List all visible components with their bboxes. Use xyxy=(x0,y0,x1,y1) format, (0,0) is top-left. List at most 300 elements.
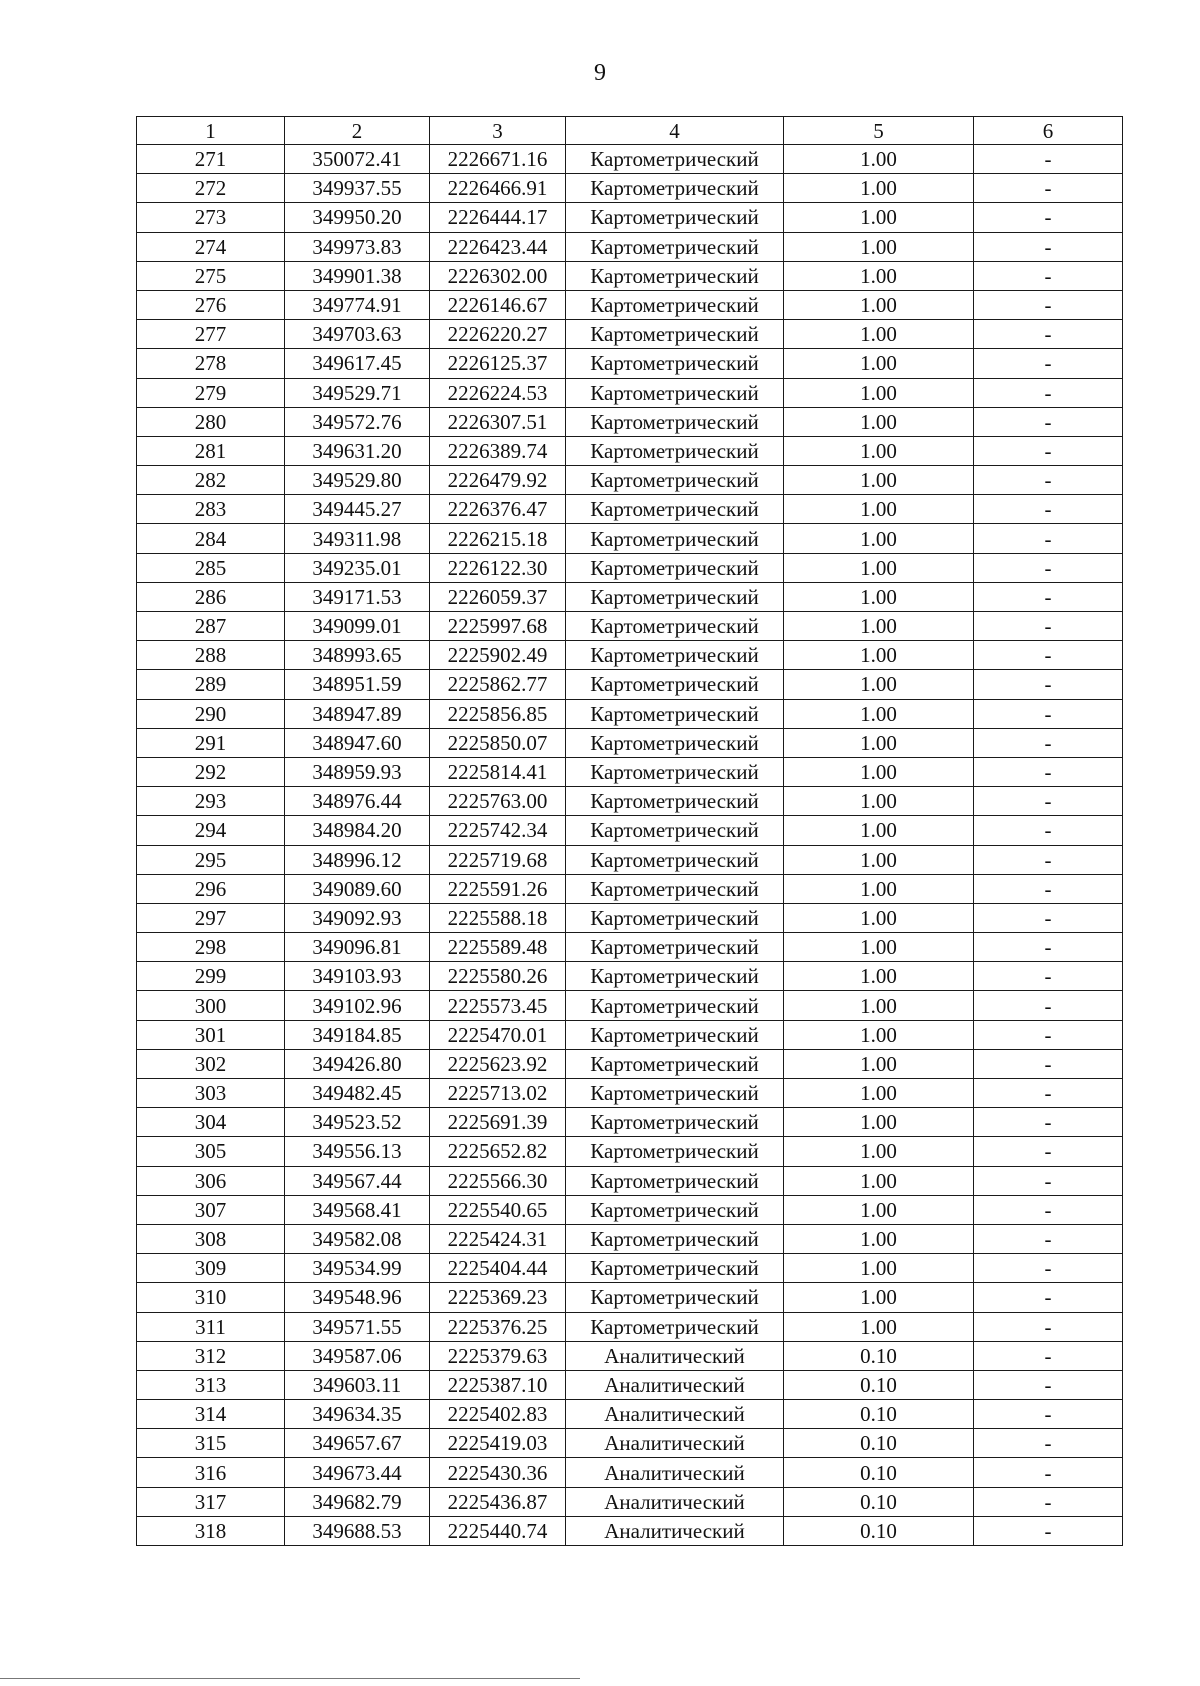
y-coordinate-cell: 2225436.87 xyxy=(430,1487,566,1516)
method-cell: Картометрический xyxy=(566,1108,784,1137)
description-cell: - xyxy=(974,582,1123,611)
accuracy-cell: 1.00 xyxy=(784,1020,974,1049)
x-coordinate-cell: 349634.35 xyxy=(285,1400,430,1429)
x-coordinate-cell: 349568.41 xyxy=(285,1195,430,1224)
y-coordinate-cell: 2225719.68 xyxy=(430,845,566,874)
method-cell: Картометрический xyxy=(566,1224,784,1253)
point-number-cell: 315 xyxy=(137,1429,285,1458)
description-cell: - xyxy=(974,641,1123,670)
x-coordinate-cell: 349426.80 xyxy=(285,1049,430,1078)
y-coordinate-cell: 2225379.63 xyxy=(430,1341,566,1370)
table-row xyxy=(137,1341,1123,1370)
x-coordinate-cell: 349587.06 xyxy=(285,1341,430,1370)
table-body xyxy=(137,145,1123,1546)
description-cell: - xyxy=(974,962,1123,991)
point-number-cell: 291 xyxy=(137,728,285,757)
description-cell: - xyxy=(974,728,1123,757)
point-number-cell: 290 xyxy=(137,699,285,728)
description-cell: - xyxy=(974,1137,1123,1166)
column-header: 2 xyxy=(285,117,430,145)
table-row xyxy=(137,1166,1123,1195)
x-coordinate-cell: 349103.93 xyxy=(285,962,430,991)
accuracy-cell: 1.00 xyxy=(784,1283,974,1312)
accuracy-cell: 1.00 xyxy=(784,320,974,349)
description-cell: - xyxy=(974,1166,1123,1195)
accuracy-cell: 0.10 xyxy=(784,1458,974,1487)
table-row xyxy=(137,290,1123,319)
column-header: 6 xyxy=(974,117,1123,145)
description-cell: - xyxy=(974,378,1123,407)
x-coordinate-cell: 348947.60 xyxy=(285,728,430,757)
method-cell: Аналитический xyxy=(566,1487,784,1516)
point-number-cell: 280 xyxy=(137,407,285,436)
description-cell: - xyxy=(974,407,1123,436)
y-coordinate-cell: 2225763.00 xyxy=(430,787,566,816)
point-number-cell: 287 xyxy=(137,612,285,641)
point-number-cell: 283 xyxy=(137,495,285,524)
method-cell: Картометрический xyxy=(566,1079,784,1108)
method-cell: Картометрический xyxy=(566,320,784,349)
description-cell: - xyxy=(974,466,1123,495)
method-cell: Картометрический xyxy=(566,874,784,903)
x-coordinate-cell: 349184.85 xyxy=(285,1020,430,1049)
description-cell: - xyxy=(974,553,1123,582)
point-number-cell: 293 xyxy=(137,787,285,816)
accuracy-cell: 1.00 xyxy=(784,378,974,407)
description-cell: - xyxy=(974,903,1123,932)
x-coordinate-cell: 349096.81 xyxy=(285,933,430,962)
description-cell: - xyxy=(974,1195,1123,1224)
x-coordinate-cell: 349582.08 xyxy=(285,1224,430,1253)
table-row xyxy=(137,1487,1123,1516)
x-coordinate-cell: 349092.93 xyxy=(285,903,430,932)
description-cell: - xyxy=(974,1458,1123,1487)
x-coordinate-cell: 350072.41 xyxy=(285,145,430,174)
x-coordinate-cell: 349529.80 xyxy=(285,466,430,495)
table-row xyxy=(137,699,1123,728)
point-number-cell: 300 xyxy=(137,991,285,1020)
method-cell: Картометрический xyxy=(566,670,784,699)
x-coordinate-cell: 349235.01 xyxy=(285,553,430,582)
x-coordinate-cell: 349603.11 xyxy=(285,1370,430,1399)
point-number-cell: 275 xyxy=(137,261,285,290)
y-coordinate-cell: 2225387.10 xyxy=(430,1370,566,1399)
x-coordinate-cell: 349548.96 xyxy=(285,1283,430,1312)
y-coordinate-cell: 2225402.83 xyxy=(430,1400,566,1429)
accuracy-cell: 1.00 xyxy=(784,1195,974,1224)
x-coordinate-cell: 349311.98 xyxy=(285,524,430,553)
table-row xyxy=(137,495,1123,524)
table-row xyxy=(137,466,1123,495)
description-cell: - xyxy=(974,203,1123,232)
accuracy-cell: 0.10 xyxy=(784,1400,974,1429)
point-number-cell: 318 xyxy=(137,1516,285,1545)
y-coordinate-cell: 2226302.00 xyxy=(430,261,566,290)
y-coordinate-cell: 2225424.31 xyxy=(430,1224,566,1253)
x-coordinate-cell: 349682.79 xyxy=(285,1487,430,1516)
description-cell: - xyxy=(974,1370,1123,1399)
method-cell: Картометрический xyxy=(566,1020,784,1049)
point-number-cell: 289 xyxy=(137,670,285,699)
accuracy-cell: 1.00 xyxy=(784,641,974,670)
method-cell: Картометрический xyxy=(566,699,784,728)
x-coordinate-cell: 349657.67 xyxy=(285,1429,430,1458)
x-coordinate-cell: 349673.44 xyxy=(285,1458,430,1487)
method-cell: Картометрический xyxy=(566,728,784,757)
y-coordinate-cell: 2225376.25 xyxy=(430,1312,566,1341)
table-row xyxy=(137,145,1123,174)
accuracy-cell: 1.00 xyxy=(784,1312,974,1341)
table-row xyxy=(137,1108,1123,1137)
description-cell: - xyxy=(974,174,1123,203)
accuracy-cell: 1.00 xyxy=(784,407,974,436)
accuracy-cell: 1.00 xyxy=(784,816,974,845)
table-row xyxy=(137,524,1123,553)
description-cell: - xyxy=(974,1079,1123,1108)
y-coordinate-cell: 2225580.26 xyxy=(430,962,566,991)
header-row xyxy=(137,117,1123,145)
x-coordinate-cell: 349445.27 xyxy=(285,495,430,524)
accuracy-cell: 1.00 xyxy=(784,174,974,203)
method-cell: Картометрический xyxy=(566,1137,784,1166)
y-coordinate-cell: 2226125.37 xyxy=(430,349,566,378)
y-coordinate-cell: 2225566.30 xyxy=(430,1166,566,1195)
table-row xyxy=(137,874,1123,903)
x-coordinate-cell: 348993.65 xyxy=(285,641,430,670)
method-cell: Аналитический xyxy=(566,1400,784,1429)
description-cell: - xyxy=(974,495,1123,524)
point-number-cell: 301 xyxy=(137,1020,285,1049)
point-number-cell: 307 xyxy=(137,1195,285,1224)
table-row xyxy=(137,991,1123,1020)
accuracy-cell: 1.00 xyxy=(784,524,974,553)
table-row xyxy=(137,174,1123,203)
y-coordinate-cell: 2226466.91 xyxy=(430,174,566,203)
point-number-cell: 308 xyxy=(137,1224,285,1253)
description-cell: - xyxy=(974,436,1123,465)
description-cell: - xyxy=(974,874,1123,903)
method-cell: Картометрический xyxy=(566,495,784,524)
point-number-cell: 295 xyxy=(137,845,285,874)
method-cell: Картометрический xyxy=(566,1283,784,1312)
table-row xyxy=(137,1137,1123,1166)
table-row xyxy=(137,1049,1123,1078)
description-cell: - xyxy=(974,1254,1123,1283)
x-coordinate-cell: 349703.63 xyxy=(285,320,430,349)
table-row xyxy=(137,670,1123,699)
y-coordinate-cell: 2226224.53 xyxy=(430,378,566,407)
description-cell: - xyxy=(974,699,1123,728)
point-number-cell: 276 xyxy=(137,290,285,319)
x-coordinate-cell: 349571.55 xyxy=(285,1312,430,1341)
accuracy-cell: 1.00 xyxy=(784,1049,974,1078)
description-cell: - xyxy=(974,232,1123,261)
method-cell: Картометрический xyxy=(566,816,784,845)
y-coordinate-cell: 2226307.51 xyxy=(430,407,566,436)
table-row xyxy=(137,1254,1123,1283)
method-cell: Картометрический xyxy=(566,174,784,203)
point-number-cell: 316 xyxy=(137,1458,285,1487)
method-cell: Картометрический xyxy=(566,203,784,232)
x-coordinate-cell: 349523.52 xyxy=(285,1108,430,1137)
point-number-cell: 314 xyxy=(137,1400,285,1429)
accuracy-cell: 1.00 xyxy=(784,991,974,1020)
method-cell: Картометрический xyxy=(566,349,784,378)
table-row xyxy=(137,1195,1123,1224)
description-cell: - xyxy=(974,349,1123,378)
y-coordinate-cell: 2226122.30 xyxy=(430,553,566,582)
y-coordinate-cell: 2225588.18 xyxy=(430,903,566,932)
table-row xyxy=(137,1458,1123,1487)
y-coordinate-cell: 2225691.39 xyxy=(430,1108,566,1137)
x-coordinate-cell: 349171.53 xyxy=(285,582,430,611)
y-coordinate-cell: 2225713.02 xyxy=(430,1079,566,1108)
y-coordinate-cell: 2226059.37 xyxy=(430,582,566,611)
method-cell: Аналитический xyxy=(566,1370,784,1399)
x-coordinate-cell: 348959.93 xyxy=(285,757,430,786)
point-number-cell: 309 xyxy=(137,1254,285,1283)
method-cell: Картометрический xyxy=(566,378,784,407)
accuracy-cell: 1.00 xyxy=(784,903,974,932)
y-coordinate-cell: 2226220.27 xyxy=(430,320,566,349)
accuracy-cell: 0.10 xyxy=(784,1487,974,1516)
x-coordinate-cell: 349089.60 xyxy=(285,874,430,903)
accuracy-cell: 1.00 xyxy=(784,349,974,378)
description-cell: - xyxy=(974,145,1123,174)
method-cell: Картометрический xyxy=(566,290,784,319)
bottom-rule xyxy=(0,1678,580,1679)
accuracy-cell: 1.00 xyxy=(784,757,974,786)
table-row xyxy=(137,962,1123,991)
accuracy-cell: 0.10 xyxy=(784,1341,974,1370)
point-number-cell: 297 xyxy=(137,903,285,932)
page-number: 9 xyxy=(594,60,606,86)
accuracy-cell: 1.00 xyxy=(784,933,974,962)
x-coordinate-cell: 348996.12 xyxy=(285,845,430,874)
description-cell: - xyxy=(974,1049,1123,1078)
accuracy-cell: 1.00 xyxy=(784,1254,974,1283)
x-coordinate-cell: 349950.20 xyxy=(285,203,430,232)
method-cell: Картометрический xyxy=(566,407,784,436)
accuracy-cell: 1.00 xyxy=(784,699,974,728)
accuracy-cell: 1.00 xyxy=(784,466,974,495)
point-number-cell: 302 xyxy=(137,1049,285,1078)
point-number-cell: 286 xyxy=(137,582,285,611)
table-row xyxy=(137,407,1123,436)
description-cell: - xyxy=(974,816,1123,845)
point-number-cell: 273 xyxy=(137,203,285,232)
accuracy-cell: 0.10 xyxy=(784,1516,974,1545)
point-number-cell: 305 xyxy=(137,1137,285,1166)
point-number-cell: 277 xyxy=(137,320,285,349)
method-cell: Картометрический xyxy=(566,1312,784,1341)
y-coordinate-cell: 2225862.77 xyxy=(430,670,566,699)
method-cell: Картометрический xyxy=(566,466,784,495)
method-cell: Картометрический xyxy=(566,757,784,786)
method-cell: Аналитический xyxy=(566,1458,784,1487)
method-cell: Картометрический xyxy=(566,641,784,670)
description-cell: - xyxy=(974,1400,1123,1429)
accuracy-cell: 1.00 xyxy=(784,787,974,816)
table-row xyxy=(137,1020,1123,1049)
accuracy-cell: 1.00 xyxy=(784,290,974,319)
description-cell: - xyxy=(974,1487,1123,1516)
description-cell: - xyxy=(974,1108,1123,1137)
point-number-cell: 288 xyxy=(137,641,285,670)
point-number-cell: 317 xyxy=(137,1487,285,1516)
method-cell: Картометрический xyxy=(566,145,784,174)
table-row xyxy=(137,757,1123,786)
method-cell: Картометрический xyxy=(566,933,784,962)
y-coordinate-cell: 2226389.74 xyxy=(430,436,566,465)
point-number-cell: 313 xyxy=(137,1370,285,1399)
method-cell: Картометрический xyxy=(566,553,784,582)
table-row xyxy=(137,349,1123,378)
point-number-cell: 303 xyxy=(137,1079,285,1108)
x-coordinate-cell: 348947.89 xyxy=(285,699,430,728)
method-cell: Картометрический xyxy=(566,582,784,611)
y-coordinate-cell: 2226479.92 xyxy=(430,466,566,495)
point-number-cell: 304 xyxy=(137,1108,285,1137)
table-row xyxy=(137,553,1123,582)
method-cell: Картометрический xyxy=(566,1254,784,1283)
table-row xyxy=(137,933,1123,962)
x-coordinate-cell: 349482.45 xyxy=(285,1079,430,1108)
description-cell: - xyxy=(974,1516,1123,1545)
point-number-cell: 279 xyxy=(137,378,285,407)
description-cell: - xyxy=(974,1429,1123,1458)
table-row xyxy=(137,436,1123,465)
accuracy-cell: 1.00 xyxy=(784,670,974,699)
point-number-cell: 296 xyxy=(137,874,285,903)
accuracy-cell: 0.10 xyxy=(784,1429,974,1458)
table-row xyxy=(137,903,1123,932)
y-coordinate-cell: 2225430.36 xyxy=(430,1458,566,1487)
method-cell: Картометрический xyxy=(566,903,784,932)
method-cell: Аналитический xyxy=(566,1429,784,1458)
accuracy-cell: 1.00 xyxy=(784,1166,974,1195)
method-cell: Картометрический xyxy=(566,261,784,290)
y-coordinate-cell: 2225997.68 xyxy=(430,612,566,641)
table-row xyxy=(137,1429,1123,1458)
y-coordinate-cell: 2225440.74 xyxy=(430,1516,566,1545)
x-coordinate-cell: 349556.13 xyxy=(285,1137,430,1166)
y-coordinate-cell: 2225902.49 xyxy=(430,641,566,670)
method-cell: Картометрический xyxy=(566,845,784,874)
description-cell: - xyxy=(974,1020,1123,1049)
description-cell: - xyxy=(974,787,1123,816)
table-row xyxy=(137,261,1123,290)
x-coordinate-cell: 349572.76 xyxy=(285,407,430,436)
table-row xyxy=(137,232,1123,261)
accuracy-cell: 1.00 xyxy=(784,582,974,611)
y-coordinate-cell: 2226671.16 xyxy=(430,145,566,174)
table-row xyxy=(137,1312,1123,1341)
x-coordinate-cell: 349534.99 xyxy=(285,1254,430,1283)
y-coordinate-cell: 2225573.45 xyxy=(430,991,566,1020)
description-cell: - xyxy=(974,261,1123,290)
description-cell: - xyxy=(974,612,1123,641)
method-cell: Картометрический xyxy=(566,962,784,991)
point-number-cell: 294 xyxy=(137,816,285,845)
point-number-cell: 310 xyxy=(137,1283,285,1312)
y-coordinate-cell: 2225814.41 xyxy=(430,757,566,786)
method-cell: Картометрический xyxy=(566,1049,784,1078)
x-coordinate-cell: 349973.83 xyxy=(285,232,430,261)
column-header: 3 xyxy=(430,117,566,145)
method-cell: Аналитический xyxy=(566,1341,784,1370)
accuracy-cell: 1.00 xyxy=(784,1108,974,1137)
table-row xyxy=(137,845,1123,874)
y-coordinate-cell: 2225470.01 xyxy=(430,1020,566,1049)
point-number-cell: 284 xyxy=(137,524,285,553)
table-row xyxy=(137,641,1123,670)
point-number-cell: 299 xyxy=(137,962,285,991)
accuracy-cell: 1.00 xyxy=(784,1137,974,1166)
table-row xyxy=(137,1079,1123,1108)
accuracy-cell: 1.00 xyxy=(784,1079,974,1108)
description-cell: - xyxy=(974,1341,1123,1370)
table-header xyxy=(137,117,1123,145)
point-number-cell: 292 xyxy=(137,757,285,786)
y-coordinate-cell: 2226146.67 xyxy=(430,290,566,319)
point-number-cell: 312 xyxy=(137,1341,285,1370)
description-cell: - xyxy=(974,670,1123,699)
description-cell: - xyxy=(974,1224,1123,1253)
accuracy-cell: 1.00 xyxy=(784,261,974,290)
y-coordinate-cell: 2225591.26 xyxy=(430,874,566,903)
y-coordinate-cell: 2226423.44 xyxy=(430,232,566,261)
accuracy-cell: 1.00 xyxy=(784,1224,974,1253)
accuracy-cell: 1.00 xyxy=(784,145,974,174)
y-coordinate-cell: 2225742.34 xyxy=(430,816,566,845)
description-cell: - xyxy=(974,524,1123,553)
y-coordinate-cell: 2225540.65 xyxy=(430,1195,566,1224)
method-cell: Картометрический xyxy=(566,436,784,465)
point-number-cell: 272 xyxy=(137,174,285,203)
accuracy-cell: 1.00 xyxy=(784,553,974,582)
table-row xyxy=(137,203,1123,232)
accuracy-cell: 1.00 xyxy=(784,962,974,991)
table-row xyxy=(137,1370,1123,1399)
x-coordinate-cell: 349567.44 xyxy=(285,1166,430,1195)
coordinates-table xyxy=(136,116,1123,1546)
table-row xyxy=(137,582,1123,611)
description-cell: - xyxy=(974,757,1123,786)
method-cell: Картометрический xyxy=(566,1166,784,1195)
y-coordinate-cell: 2225856.85 xyxy=(430,699,566,728)
accuracy-cell: 1.00 xyxy=(784,232,974,261)
y-coordinate-cell: 2226215.18 xyxy=(430,524,566,553)
table-row xyxy=(137,1224,1123,1253)
accuracy-cell: 1.00 xyxy=(784,728,974,757)
method-cell: Картометрический xyxy=(566,787,784,816)
y-coordinate-cell: 2225419.03 xyxy=(430,1429,566,1458)
table-row xyxy=(137,816,1123,845)
table-row xyxy=(137,378,1123,407)
accuracy-cell: 1.00 xyxy=(784,495,974,524)
description-cell: - xyxy=(974,290,1123,319)
point-number-cell: 278 xyxy=(137,349,285,378)
point-number-cell: 311 xyxy=(137,1312,285,1341)
y-coordinate-cell: 2225652.82 xyxy=(430,1137,566,1166)
accuracy-cell: 1.00 xyxy=(784,612,974,641)
y-coordinate-cell: 2225850.07 xyxy=(430,728,566,757)
method-cell: Картометрический xyxy=(566,612,784,641)
y-coordinate-cell: 2226376.47 xyxy=(430,495,566,524)
x-coordinate-cell: 349099.01 xyxy=(285,612,430,641)
accuracy-cell: 1.00 xyxy=(784,845,974,874)
